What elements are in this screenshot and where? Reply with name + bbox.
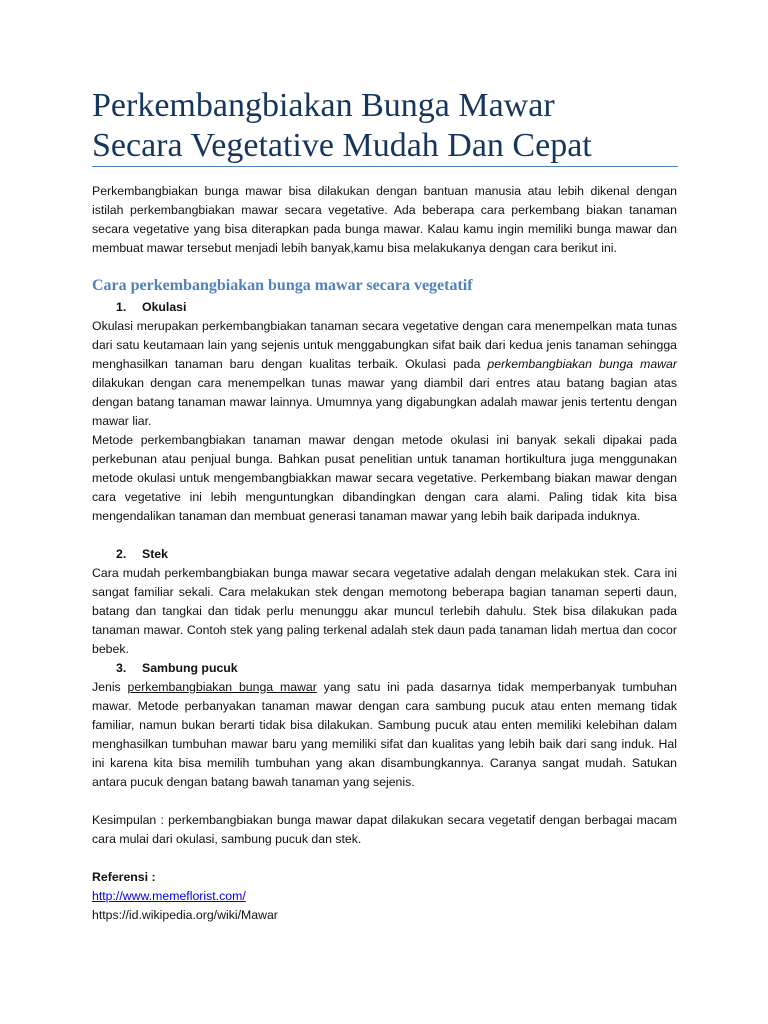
stek-paragraph: Cara mudah perkembangbiakan bunga mawar secara vegetative adalah dengan melakukan stek. Cara ini sangat familiar sekali. Cara melakukan stek dengan memotong beberapa bagian tanaman seperti daun, batang dan tangkai dan tidak perlu menunggu akar muncul terlebih dahulu. Stek bisa dilakukan pada tanaman mawar. Contoh stek yang paling terkenal adalah stek daun pada tanaman lidah mertua dan cocor bebek.	[92, 566, 677, 656]
spacer	[92, 792, 677, 811]
reference-text: https://id.wikipedia.org/wiki/Mawar	[92, 908, 278, 922]
list-item-okulasi	[116, 298, 677, 317]
spacer	[92, 526, 677, 545]
spacer	[92, 849, 677, 868]
document-title	[92, 86, 677, 166]
list-item-sambung-pucuk	[116, 659, 677, 678]
sambung-text-b: yang satu ini pada dasarnya tidak memperbanyak tumbuhan mawar. Metode perbanyakan tanaman mawar dengan cara sambung pucuk atau enten memang tidak familiar, namun bukan berarti tidak bisa dilakukan. Sambung pucuk atau enten memiliki kelebihan dalam menghasilkan tumbuhan mawar baru yang memiliki sifat dan kualitas yang lebih baik dari sang induk. Hal ini karena kita bisa memilih tumbuhan yang akan disambungkannya. Caranya sangat mudah. Satukan antara pucuk dengan batang bawah tanaman yang sejenis.	[92, 680, 677, 789]
sambung-pucuk-paragraph	[92, 678, 677, 792]
references-label: Referensi :	[92, 870, 156, 884]
title-line-2: Secara Vegetative Mudah Dan Cepat	[92, 127, 592, 164]
list-number: 2.	[116, 547, 127, 561]
list-label: Stek	[142, 547, 168, 561]
title-line-1: Perkembangbiakan Bunga Mawar	[92, 87, 555, 124]
list-number: 3.	[116, 661, 127, 675]
list-number: 1.	[116, 300, 127, 314]
title-block	[92, 86, 677, 166]
conclusion-paragraph: Kesimpulan : perkembangbiakan bunga mawar dapat dilakukan secara vegetatif dengan berbagai macam cara mulai dari okulasi, sambung pucuk dan stek.	[92, 813, 677, 846]
list-label: Okulasi	[142, 300, 187, 314]
okulasi-text-b: dilakukan dengan cara menempelkan tunas mawar yang diambil dari entres atau batang bagian atas dengan batang tanaman mawar lainnya. Umumnya yang digabungkan adalah mawar jenis tertentu dengan mawar liar.	[92, 376, 677, 428]
document-body	[92, 182, 677, 925]
sambung-text-underlined: perkembangbiakan bunga mawar	[127, 680, 317, 694]
okulasi-text-italic: perkembangbiakan bunga mawar	[487, 357, 677, 371]
okulasi-paragraph-2: Metode perkembangbiakan tanaman mawar dengan metode okulasi ini banyak sekali dipakai pada perkebunan atau penjual bunga. Bahkan pusat penelitian untuk tanaman hortikultura juga menggunakan metode okulasi untuk mengembangbiakkan mawar secara vegetative. Perkembang biakan mawar dengan cara vegetative ini lebih menguntungkan dibandingkan dengan cara alami. Paling tidak kita bisa mengendalikan tanaman dan membuat generasi tanaman mawar yang lebih baik daripada induknya.	[92, 433, 677, 523]
section-heading: Cara perkembangbiakan bunga mawar secara vegetatif	[92, 277, 473, 294]
list-label: Sambung pucuk	[142, 661, 238, 675]
title-divider	[92, 166, 678, 167]
sambung-text-a: Jenis	[92, 680, 128, 694]
okulasi-text-a: Okulasi merupakan perkembangbiakan tanaman secara vegetative dengan cara menempelkan mata tunas dari satu keutamaan lain yang sejenis untuk menggabungkan sifat baik dari kedua jenis tanaman sehingga menghasilkan tanaman baru dengan kualitas terbaik. Okulasi pada	[92, 319, 677, 371]
reference-link[interactable]: http://www.memeflorist.com/	[92, 889, 246, 903]
okulasi-paragraph-1	[92, 317, 677, 431]
list-item-stek	[116, 545, 677, 564]
intro-paragraph: Perkembangbiakan bunga mawar bisa dilakukan dengan bantuan manusia atau lebih dikenal dengan istilah perkembangbiakan mawar secara vegetative. Ada beberapa cara perkembang biakan tanaman secara vegetative yang bisa diterapkan pada bunga mawar. Kalau kamu ingin memiliki bunga mawar dan membuat mawar tersebut menjadi lebih banyak,kamu bisa melakukanya dengan cara berikut ini.	[92, 184, 677, 255]
